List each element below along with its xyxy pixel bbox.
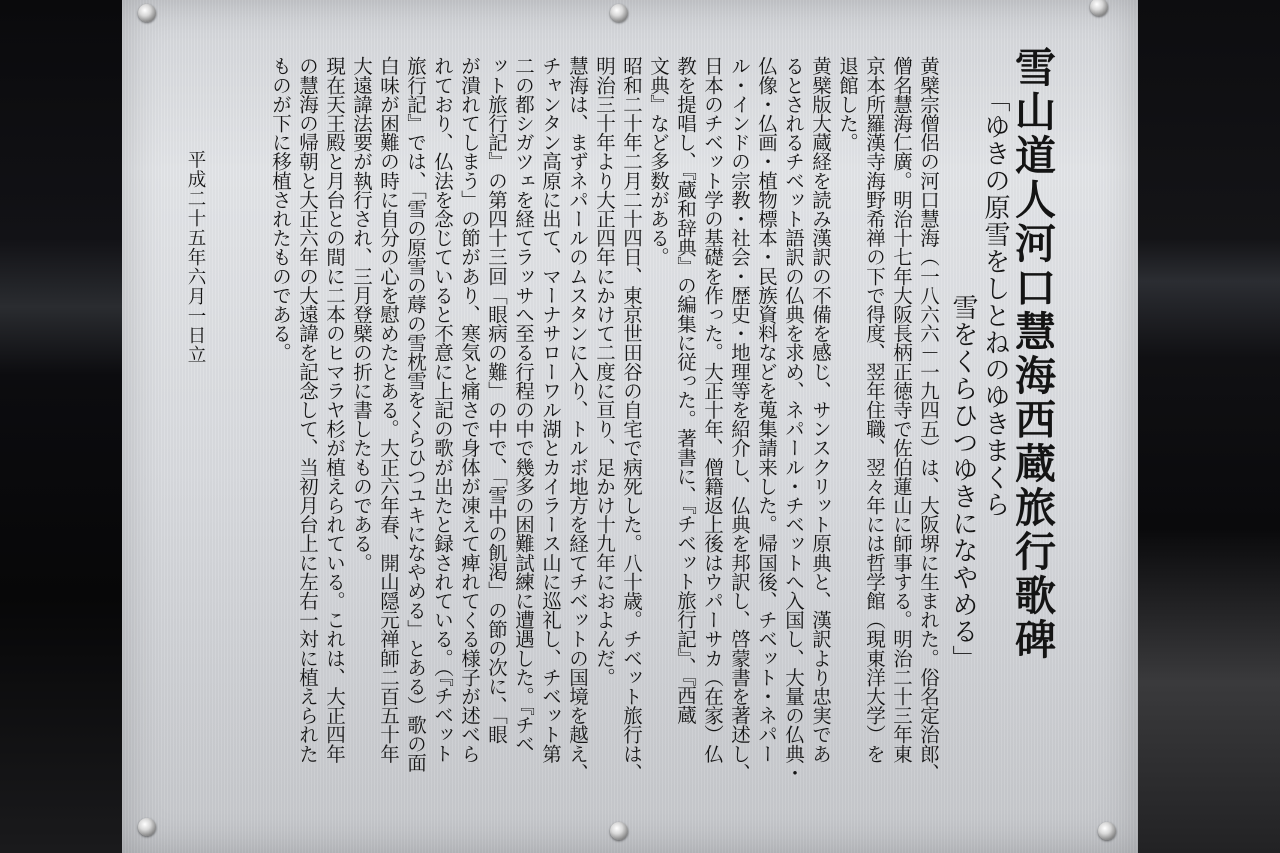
bolt-top-center xyxy=(610,4,628,22)
bolt-bottom-left xyxy=(138,818,156,836)
body-line: 慧海は、まずネパールのムスタンに入り、トルボ地方を経てチベットの国境を越え、 xyxy=(566,56,589,782)
information-plaque xyxy=(122,0,1138,853)
body-line: 大遠諱法要が執行され、三月登檗の折に書したものである。 xyxy=(350,56,373,572)
body-line: の慧海の帰朝と大正六年の大遠諱を記念して、当初月台上に左右一対に植えられた xyxy=(296,56,319,763)
body-line: が潰れてしまう」の節があり、寒気と痛さで身体が凍えて痺れてくる様子が述べら xyxy=(458,56,481,763)
erection-date: 平成二十五年六月一日立 xyxy=(185,150,206,365)
body-line: 黄檗版大蔵経を読み漢訳の不備を感じ、サンスクリット原典と、漢訳より忠実であ xyxy=(809,56,832,763)
dark-background-right xyxy=(1138,0,1280,853)
body-line: 白味が困難の時に自分の心を慰めたとある。大正六年春、開山隠元禅師二百五十年 xyxy=(377,56,400,763)
dark-background-left xyxy=(0,0,122,853)
body-line: 日本のチベット学の基礎を作った。大正十年、僧籍返上後はウパーサカ（在家）仏 xyxy=(701,56,724,763)
body-line: るとされるチベット語訳の仏典を求め、ネパール・チベットへ入国し、大量の仏典・ xyxy=(782,56,805,782)
body-line: ものが下に移植されたものである。 xyxy=(269,56,292,362)
bolt-bottom-right xyxy=(1098,822,1116,840)
body-line: 現在天王殿と月台との間に二本のヒマラヤ杉が植えられている。これは、大正四年 xyxy=(323,56,346,763)
bolt-top-right xyxy=(1090,0,1108,16)
body-line: 教を提唱し、『蔵和辞典』の編集に従った。著書に、『チベット旅行記』、『西蔵 xyxy=(674,56,697,724)
poem-line-1: 「ゆきの原雪をしとねのゆきまくら xyxy=(980,86,1010,518)
body-line: ット旅行記』の第四十三回「眼病の難」の中で、「雪中の飢渇」の節の次に、「眼 xyxy=(485,56,508,744)
body-line: 二の都シガツェを経てラッサへ至る行程の中で幾多の困難試練に遭遇した。『チベ xyxy=(512,56,535,753)
body-line: 僧名慧海仁廣。明治十七年大阪長柄正徳寺で佐伯蓮山に師事する。明治二十三年東 xyxy=(890,56,913,763)
body-line: 京本所羅漢寺海野希禅の下で得度、翌年住職、翌々年には哲学館（現東洋大学）を xyxy=(863,56,886,763)
body-line: 仏像・仏画・植物標本・民族資料などを蒐集請来した。帰国後、チベット・ネパー xyxy=(755,56,778,763)
body-line: 退館した。 xyxy=(836,56,859,152)
plaque-title: 雪山道人河口慧海西蔵旅行歌碑 xyxy=(1008,46,1056,662)
body-line: 明治三十年より大正四年にかけて二度に亘り、足かけ十九年におよんだ。 xyxy=(593,56,616,687)
poem-line-2: 雪をくらひつゆきになやめる」 xyxy=(948,294,978,672)
body-line: 文典』など多数がある。 xyxy=(647,56,670,267)
body-line: 黄檗宗僧侶の河口慧海（一八六六－一九四五）は、大阪堺に生まれた。俗名定治郎、 xyxy=(917,56,940,782)
bolt-bottom-center xyxy=(610,822,628,840)
body-line: ル・インドの宗教・社会・歴史・地理等を紹介し、仏典を邦訳し、啓蒙書を著述し、 xyxy=(728,56,751,782)
body-line: 昭和二十年二月二十四日、東京世田谷の自宅で病死した。八十歳。チベット旅行は、 xyxy=(620,56,643,782)
body-line: 旅行記』では、「雪の原雪の蓐の雪枕雪をくらひつユキになやめる」とある）歌の面 xyxy=(404,56,427,773)
body-line: れており、仏法を念じていると不意に上記の歌が出たと録されている。（『チベット xyxy=(431,56,454,763)
bolt-top-left xyxy=(138,4,156,22)
body-line: チャンタン高原に出て、マーナサローワル湖とカイラース山に巡礼し、チベット第 xyxy=(539,56,562,763)
